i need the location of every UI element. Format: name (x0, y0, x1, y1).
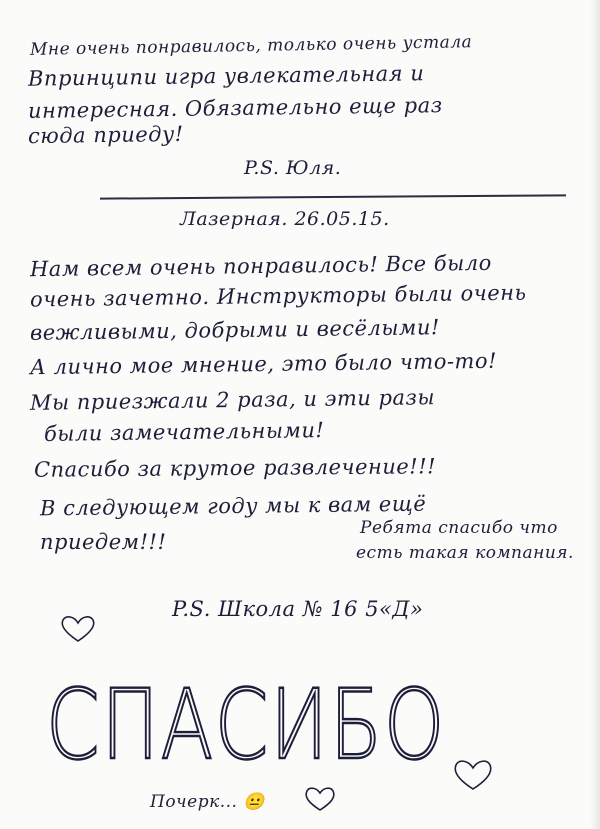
heart-icon (450, 758, 496, 792)
page-edge-shadow (590, 0, 600, 829)
divider-line (100, 194, 566, 199)
note2-signature: P.S. Школа № 16 5«Д» (172, 597, 424, 621)
heart-icon (302, 785, 338, 813)
note1-line1: Мне очень понравилось, только очень устала (29, 32, 473, 60)
note2-line6: были замечательными! (43, 418, 325, 446)
note2-line4: А лично мое мнение, это было что-то! (29, 348, 498, 380)
note2-line3: вежливыми, добрыми и весёлыми! (29, 315, 441, 345)
note1-signature: P.S. Юля. (244, 157, 342, 179)
handwriting-note: Почерк... 😐 (150, 792, 266, 812)
big-word-graphic (40, 668, 460, 781)
heart-icon (58, 614, 98, 644)
note1-line4: сюда приеду! (27, 121, 184, 149)
note2-line8: В следующем году мы к вам ещё (39, 491, 427, 521)
big-word: СПАСИБО (46, 669, 446, 781)
note2-line9: приедем!!! (40, 530, 167, 554)
note2-aside-line1: Ребята спасибо что (360, 518, 558, 538)
note2-line1: Нам всем очень понравилось! Все было (29, 250, 492, 282)
note2-line5: Мы приезжали 2 раза, и эти разы (29, 385, 436, 415)
note2-header: Лазерная. 26.05.15. (180, 208, 390, 230)
note1-line2: Впринципи игра увлекательная и (27, 61, 425, 91)
note2-aside-line2: есть такая компания. (356, 543, 574, 563)
note1-line3: интересная. Обязательно еще раз (27, 93, 443, 123)
note2-line2: очень зачетно. Инструкторы были очень (29, 280, 527, 312)
note2-line7: Спасибо за крутое развлечение!!! (33, 454, 437, 482)
